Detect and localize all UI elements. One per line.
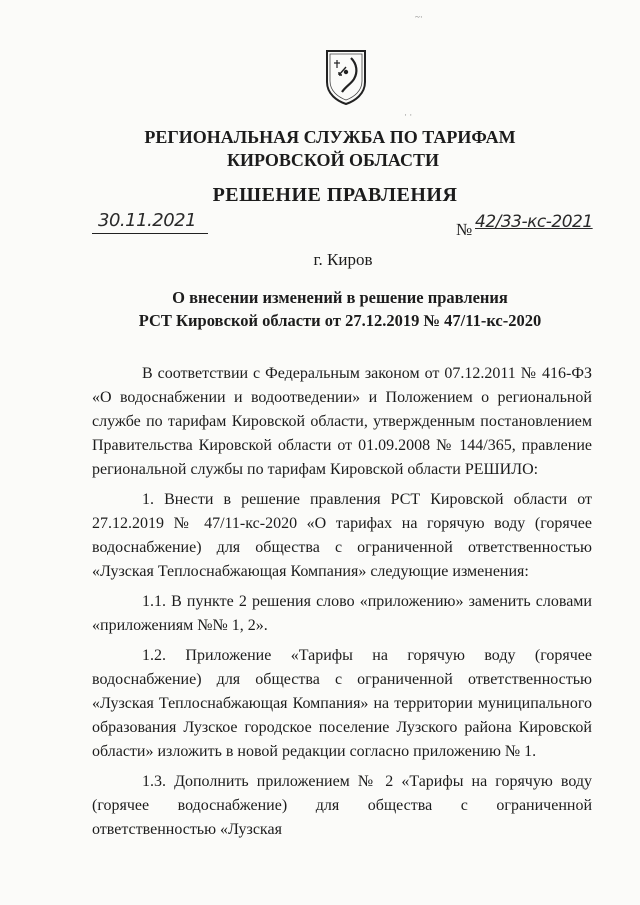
document-date: 30.11.2021 (98, 210, 197, 231)
document-title: РЕШЕНИЕ ПРАВЛЕНИЯ (212, 184, 458, 206)
organization-name-line1: РЕГИОНАЛЬНАЯ СЛУЖБА ПО ТАРИФАМ (144, 127, 516, 147)
document-number: 42/33-кс-2021 (475, 212, 593, 232)
scan-mark: ~· (415, 12, 423, 22)
subject-line2: РСТ Кировской области от 27.12.2019 № 47/11-кс-2020 (138, 311, 542, 330)
number-sign: № (456, 220, 473, 239)
city: г. Киров (313, 250, 373, 269)
paragraph-intro: В соответствии с Федеральным законом от 07.12.2011 № 416-ФЗ «О водоснабжении и водоотведении» и Положением о региональной службе по тарифам Кировской области, утвержденным постановлением Правительства Кировской области от 01.09.2008 № 144/365, правление региональной службы по тарифам Кировской области РЕШИЛО: (92, 365, 592, 478)
document-body (92, 362, 592, 848)
coat-of-arms-icon (324, 48, 368, 106)
organization-name-line2: КИРОВСКОЙ ОБЛАСТИ (226, 150, 440, 170)
date-underline (92, 233, 208, 234)
subject-line1: О внесении изменений в решение правления (172, 288, 508, 307)
paragraph-item-1-2: 1.2. Приложение «Тарифы на горячую воду (горячее водоснабжение) для общества с ограниченной ответственностью «Лузская Теплоснабжающая Компания» на территории муниципального образования Лузское городское поселение Лузского района Кировской области» изложить в новой редакции согласно приложению № 1. (92, 647, 592, 760)
paragraph-item-1-3: 1.3. Дополнить приложением № 2 «Тарифы на горячую воду (горячее водоснабжение) для общества с ограниченной ответственностью «Лузская (92, 773, 592, 838)
paragraph-item-1-1: 1.1. В пункте 2 решения слово «приложению» заменить словами «приложениям №№ 1, 2». (92, 593, 592, 634)
paragraph-item-1: 1. Внести в решение правления РСТ Кировской области от 27.12.2019 № 47/11-кс-2020 «О тарифах на горячую воду (горячее водоснабжение) для общества с ограниченной ответственностью «Лузская Теплоснабжающая Компания» следующие изменения: (92, 491, 592, 580)
scan-mark: · · (404, 110, 413, 120)
